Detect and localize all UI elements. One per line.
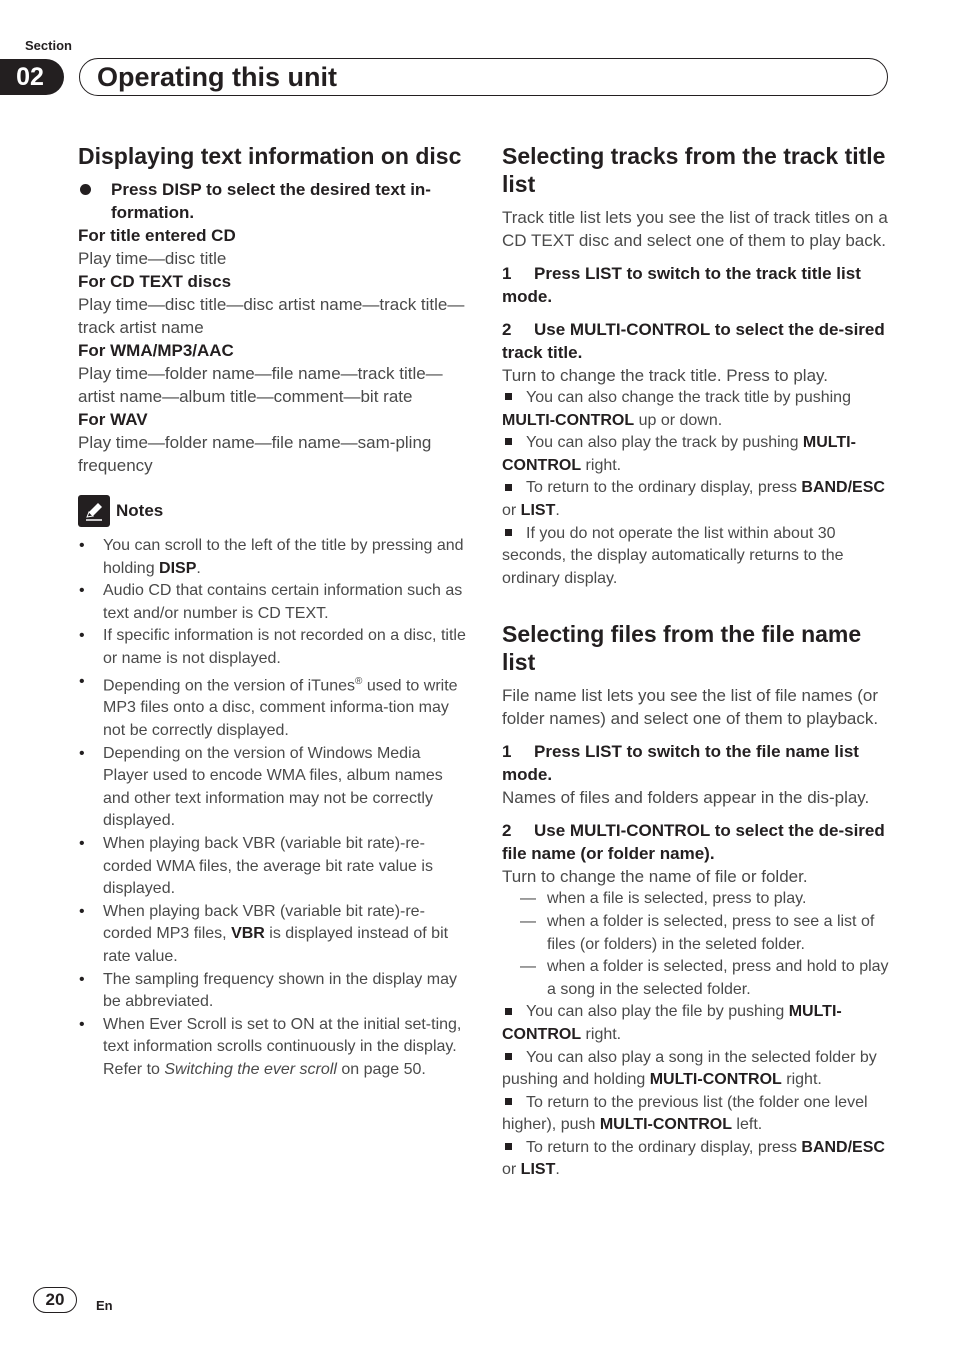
heading-track-title-list: Selecting tracks from the track title list: [502, 143, 886, 197]
notes-header: [78, 495, 466, 527]
group-label: For CD TEXT discs: [78, 272, 232, 291]
group-text: Play time—disc title—disc artist name—track title—track artist name: [78, 295, 465, 337]
group-text: Play time—disc title: [78, 249, 227, 268]
section-title: Operating this unit: [97, 62, 337, 92]
step-1: 1 Press LIST to switch to the file name list mode.: [502, 742, 859, 785]
square-bullet-icon: [505, 393, 512, 400]
section-file-name-list: [502, 620, 892, 1182]
square-bullet-icon: [505, 438, 512, 445]
note-item: • Audio CD that contains certain information such as text and/or number is CD TEXT.: [78, 580, 466, 625]
group-label: For WAV: [78, 410, 148, 429]
language-code: En: [96, 1298, 113, 1313]
dash-item: — when a folder is selected, press to see a list of files (or folders) in the seleted folder.: [502, 911, 892, 956]
cross-reference: Switching the ever scroll: [164, 1060, 337, 1078]
info-item: You can also change the track title by pushing MULTI-CONTROL up or down.: [502, 389, 851, 429]
note-item: • Depending on the version of iTunes® used to write MP3 files onto a disc, comment informa-tion may not be correctly displayed.: [78, 671, 466, 743]
instruction-text: Press DISP to select the desired text in-formation.: [111, 180, 431, 222]
group-text: Play time—folder name—file name—sam-pling frequency: [78, 433, 432, 475]
step-1: 1 Press LIST to switch to the track title list mode.: [502, 264, 861, 306]
step-2: 2 Use MULTI-CONTROL to select the de-sired track title.: [502, 320, 885, 362]
group-text: Play time—folder name—file name—track title—artist name—album title—comment—bit rate: [78, 364, 443, 406]
page-number: 20: [33, 1287, 77, 1313]
heading-file-name-list: Selecting files from the file name list: [502, 621, 862, 676]
right-column: [502, 142, 892, 1182]
heading-display-text-info: Displaying text information on disc: [78, 143, 462, 169]
step-body: Turn to change the track title. Press to play.: [502, 366, 828, 385]
square-bullet-icon: [505, 1008, 512, 1015]
note-item: • You can scroll to the left of the title by pressing and holding DISP.: [78, 535, 466, 580]
notes-label: Notes: [116, 501, 164, 520]
instruction-bullet: [78, 178, 466, 224]
note-item: • When playing back VBR (variable bit rate)-re-corded MP3 files, VBR is displayed instead of bit rate value.: [78, 901, 466, 969]
intro-text: Track title list lets you see the list of track titles on a CD TEXT disc and select one of them to play back.: [502, 208, 888, 250]
info-item: To return to the ordinary display, press BAND/ESC or LIST.: [502, 479, 885, 519]
note-item: • When playing back VBR (variable bit rate)-re-corded WMA files, the average bit rate value is displayed.: [78, 833, 466, 901]
note-item: • Depending on the version of Windows Media Player used to encode WMA files, album names and other text information may not be correctly displayed.: [78, 743, 466, 833]
info-item: You can also play the track by pushing MULTI-CONTROL right.: [502, 434, 856, 474]
intro-text: File name list lets you see the list of file names (or folder names) and select one of them to playback.: [502, 686, 879, 729]
step-body: Turn to change the name of file or folder.: [502, 867, 808, 887]
left-column: [78, 142, 466, 1082]
step-body: Names of files and folders appear in the dis-play.: [502, 788, 870, 808]
step-2: 2 Use MULTI-CONTROL to select the de-sired file name (or folder name).: [502, 821, 885, 864]
section-number-badge: 02: [0, 59, 64, 95]
notes-list: [78, 535, 466, 1082]
note-item: • The sampling frequency shown in the display may be abbreviated.: [78, 969, 466, 1014]
dash-item: — when a folder is selected, press and hold to play a song in the selected folder.: [502, 956, 892, 1001]
group-label: For WMA/MP3/AAC: [78, 341, 234, 360]
note-item: • If specific information is not recorded on a disc, title or name is not displayed.: [78, 625, 466, 670]
bullet-dot-icon: [80, 184, 91, 195]
info-item: You can also play a song in the selected folder by pushing and holding MULTI-CONTROL right.: [502, 1048, 877, 1089]
square-bullet-icon: [505, 1098, 512, 1105]
square-bullet-icon: [505, 529, 512, 536]
dash-list: [502, 888, 892, 1001]
pencil-icon: [78, 495, 110, 527]
section-label: Section: [25, 38, 72, 53]
info-item: To return to the previous list (the folder one level higher), push MULTI-CONTROL left.: [502, 1093, 868, 1134]
square-bullet-icon: [505, 1053, 512, 1060]
note-item: • When Ever Scroll is set to ON at the initial set-ting, text information scrolls continuously in the display. Refer to Switching the ever scroll on page 50.: [78, 1014, 466, 1082]
square-bullet-icon: [505, 484, 512, 491]
info-item: You can also play the file by pushing MULTI-CONTROL right.: [502, 1003, 842, 1043]
square-bullet-icon: [505, 1143, 512, 1150]
dash-item: — when a file is selected, press to play.: [502, 888, 892, 911]
info-item: If you do not operate the list within about 30 seconds, the display automatically returns to the ordinary display.: [502, 524, 844, 587]
group-label: For title entered CD: [78, 226, 236, 245]
info-item: To return to the ordinary display, press BAND/ESC or LIST.: [502, 1138, 885, 1179]
